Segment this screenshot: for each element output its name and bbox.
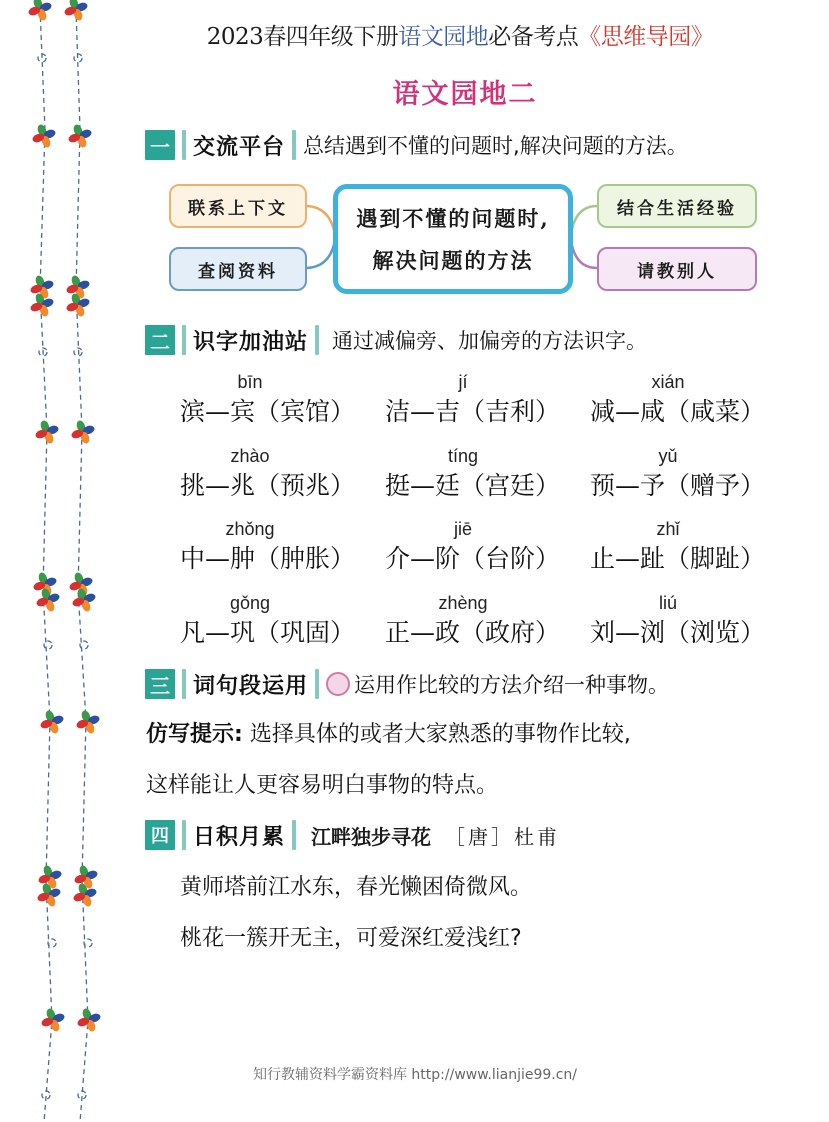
section-description: 通过减偏旁、加偏旁的方法识字。 bbox=[332, 329, 648, 353]
section-name: 交流平台 bbox=[193, 134, 286, 160]
character-pair: 挺—廷（宫廷） bbox=[385, 471, 561, 500]
pinyin: zhǐ bbox=[656, 519, 680, 539]
character-row bbox=[180, 593, 780, 663]
poem-line-2: 桃花一簇开无主，可爱深红爱浅红? bbox=[180, 926, 522, 951]
hint-label: 仿写提示: bbox=[146, 722, 243, 747]
section-description: 总结遇到不懂的问题时,解决问题的方法。 bbox=[303, 134, 688, 158]
poem-title: 江畔独步寻花 bbox=[311, 824, 432, 849]
character-pair: 挑—兆（预兆） bbox=[180, 471, 356, 500]
writing-hint-line-2: 这样能让人更容易明白事物的特点。 bbox=[146, 773, 499, 798]
pinyin: zhèng bbox=[438, 593, 488, 613]
divider-bar bbox=[182, 325, 186, 355]
mind-map bbox=[165, 180, 765, 298]
character-row bbox=[180, 446, 780, 516]
pinyin: xián bbox=[651, 372, 685, 392]
poem-line-1: 黄师塔前江水东，春光懒困倚微风。 bbox=[180, 875, 533, 900]
pinyin: tíng bbox=[447, 446, 479, 466]
pinyin: gǒng bbox=[229, 593, 271, 613]
character-pair: 介—阶（台阶） bbox=[385, 544, 561, 573]
mind-map-node-research: 查阅资料 bbox=[169, 247, 307, 291]
section-3-heading bbox=[145, 668, 669, 700]
character-pair: 洁—吉（吉利） bbox=[385, 397, 561, 426]
section-2-heading bbox=[145, 324, 647, 356]
mind-map-node-context: 联系上下文 bbox=[169, 184, 307, 228]
character-row bbox=[180, 519, 780, 589]
divider-bar bbox=[182, 820, 186, 850]
character-pair: 中—肿（肿胀） bbox=[180, 544, 356, 573]
pinyin: jí bbox=[458, 372, 468, 392]
section-description: 运用作比较的方法介绍一种事物。 bbox=[354, 673, 670, 697]
section-number-badge: 一 bbox=[145, 130, 175, 160]
section-number-badge: 三 bbox=[145, 669, 175, 699]
center-line-2: 解决问题的方法 bbox=[372, 248, 534, 273]
mind-map-node-life-experience: 结合生活经验 bbox=[597, 184, 757, 228]
character-row bbox=[180, 372, 780, 442]
section-name: 日积月累 bbox=[193, 824, 286, 850]
character-pair: 预—予（赠予） bbox=[590, 471, 766, 500]
header-part-mindmap: 《思维导园》 bbox=[578, 24, 714, 50]
mind-map-node-ask-others: 请教别人 bbox=[597, 247, 757, 291]
center-line-1: 遇到不懂的问题时, bbox=[356, 206, 550, 231]
character-pair: 滨—宾（宾馆） bbox=[180, 397, 356, 426]
pinwheel-border-decoration bbox=[0, 0, 120, 1122]
character-pair: 减—咸（咸菜） bbox=[590, 397, 766, 426]
seal-stamp-icon bbox=[326, 672, 350, 696]
divider-bar bbox=[315, 669, 319, 699]
section-number-badge: 四 bbox=[145, 820, 175, 850]
pinyin: zhào bbox=[230, 446, 270, 466]
pinyin: zhǒng bbox=[225, 519, 275, 539]
section-name: 识字加油站 bbox=[193, 329, 309, 355]
pinyin: jiē bbox=[453, 519, 472, 539]
divider-bar bbox=[182, 669, 186, 699]
header-part-keypoints: 必备考点 bbox=[488, 24, 579, 50]
footer-watermark: 知行教辅资料学霸资料库 http://www.lianjie99.cn/ bbox=[252, 1067, 578, 1083]
divider-bar bbox=[292, 130, 296, 160]
writing-hint-line-1 bbox=[146, 717, 631, 748]
divider-bar bbox=[315, 325, 319, 355]
section-1-heading bbox=[145, 129, 688, 161]
character-pair: 凡—巩（巩固） bbox=[180, 618, 356, 647]
header-part-topic: 语文园地 bbox=[398, 24, 489, 50]
section-number-badge: 二 bbox=[145, 325, 175, 355]
divider-bar bbox=[292, 820, 296, 850]
section-4-heading bbox=[145, 819, 560, 851]
page-header bbox=[140, 18, 780, 51]
character-pair: 正—政（政府） bbox=[385, 618, 561, 647]
section-name: 词句段运用 bbox=[193, 673, 309, 699]
mind-map-center-node bbox=[333, 184, 573, 294]
hint-text: 选择具体的或者大家熟悉的事物作比较, bbox=[249, 722, 631, 747]
pinyin: liú bbox=[658, 593, 677, 613]
page-title: 语文园地二 bbox=[392, 79, 538, 110]
character-pair: 刘—浏（浏览） bbox=[590, 618, 766, 647]
header-part-grade: 2023春四年级下册 bbox=[206, 24, 399, 50]
divider-bar bbox=[182, 130, 186, 160]
poem-author: ［唐］杜甫 bbox=[445, 824, 561, 849]
pinyin: bīn bbox=[237, 372, 263, 392]
pinyin: yǔ bbox=[658, 446, 678, 466]
character-pair: 止—趾（脚趾） bbox=[590, 544, 766, 573]
